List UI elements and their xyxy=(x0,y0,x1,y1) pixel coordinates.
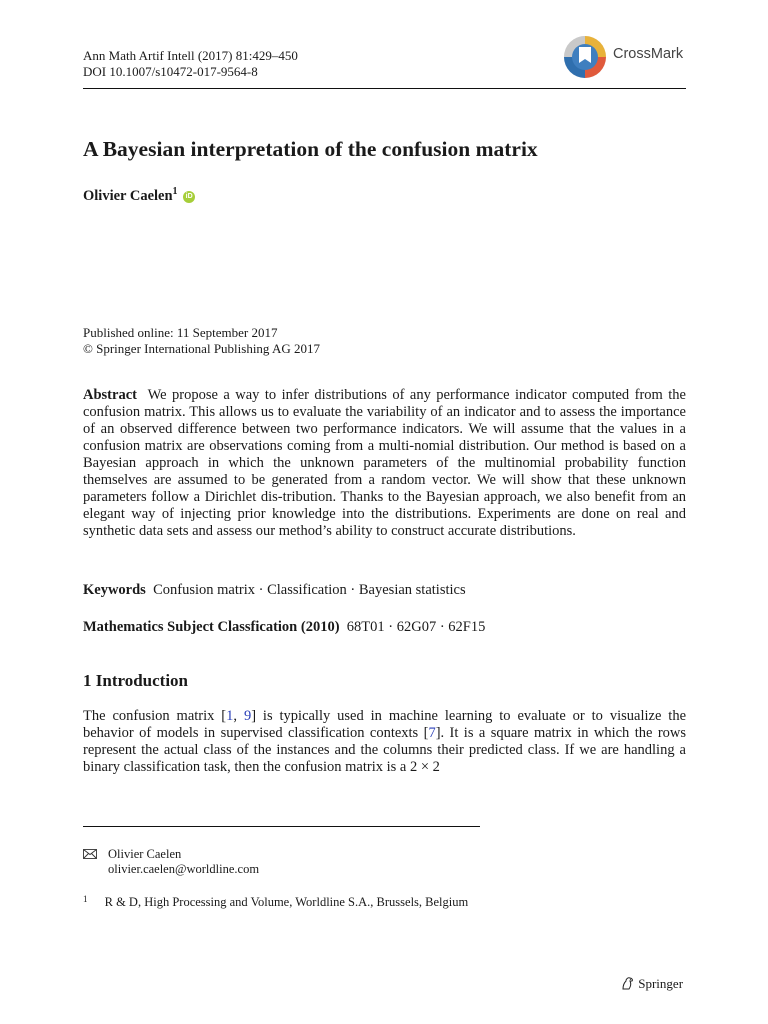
citation-link[interactable]: 1 xyxy=(226,708,234,724)
author-line xyxy=(83,186,195,205)
header-rule xyxy=(83,88,686,89)
intro-text: ]. It is a square matrix in which the rows represent the actual class of the instances and the columns their predicted class. If we are handling a binary classification task, then the confusion matrix is a 2 × 2 xyxy=(83,725,687,775)
intro-text: The confusion matrix [ xyxy=(83,708,227,724)
publisher-name: Springer xyxy=(638,976,684,991)
footnote-rule xyxy=(83,826,480,827)
published-date: Published online: 11 September 2017 xyxy=(83,325,278,340)
crossmark-icon xyxy=(562,34,608,80)
abstract-text: We propose a way to infer distributions of any performance indicator computed from the confusion matrix. This allows us to evaluate the variability of an indicator and to assess the importance of an observed difference between two performance indicators. We will assume that the values in a confusion matrix are observations coming from a multi-nomial distribution. Our method is based on a Bayesian approach in which the unknown parameters of the multinomial probability function themselves are assumed to be generated from a random vector. We will show that these unknown parameters follow a Dirichlet dis-tribution. Thanks to the Bayesian approach, we also benefit from an elegant way of injecting prior knowledge into the distributions. Experiments are done on real and synthetic data sets and assess our method’s ability to construct accurate distributions. xyxy=(83,387,686,539)
corresponding-name: Olivier Caelen xyxy=(108,847,182,861)
journal-citation: Ann Math Artif Intell (2017) 81:429–450 xyxy=(83,48,298,63)
msc-label: Mathematics Subject Classfication (2010) xyxy=(83,619,340,635)
msc-codes: 68T01 · 62G07 · 62F15 xyxy=(346,619,486,635)
doi[interactable]: DOI 10.1007/s10472-017-9564-8 xyxy=(83,63,258,79)
intro-paragraph xyxy=(83,708,686,776)
envelope-icon xyxy=(83,849,97,859)
abstract xyxy=(83,387,686,540)
keywords-text: Confusion matrix · Classification · Bayesian statistics xyxy=(153,582,466,598)
corresponding-email[interactable]: olivier.caelen@worldline.com xyxy=(108,862,260,876)
intro-text: , xyxy=(233,708,244,724)
publication-info xyxy=(83,325,320,356)
springer-horse-icon xyxy=(620,976,635,991)
author-affiliation-marker: 1 xyxy=(172,186,178,197)
crossmark-label: CrossMark xyxy=(613,46,684,62)
springer-logo xyxy=(620,976,683,992)
citation-link[interactable]: 7 xyxy=(428,725,436,741)
journal-header xyxy=(83,48,298,79)
affiliation-text: R & D, High Processing and Volume, Worldline S.A., Brussels, Belgium xyxy=(104,895,469,909)
copyright: © Springer International Publishing AG 2017 xyxy=(83,340,320,356)
affiliation xyxy=(83,892,468,910)
keywords-label: Keywords xyxy=(83,582,146,598)
author-name[interactable]: Olivier Caelen xyxy=(83,187,173,204)
affiliation-number: 1 xyxy=(83,894,88,904)
crossmark-badge[interactable] xyxy=(562,33,692,81)
section-heading: 1 Introduction xyxy=(83,671,189,690)
orcid-icon[interactable]: iD xyxy=(183,191,195,203)
intro-text: ] is typically used in machine learning to evaluate or to visualize the behavior of models in supervised classification contexts [ xyxy=(83,708,686,741)
citation-link[interactable]: 9 xyxy=(243,708,252,724)
msc-classification xyxy=(83,619,485,636)
keywords xyxy=(83,582,466,599)
abstract-label: Abstract xyxy=(83,387,137,403)
article-title: A Bayesian interpretation of the confusion matrix xyxy=(83,137,538,161)
